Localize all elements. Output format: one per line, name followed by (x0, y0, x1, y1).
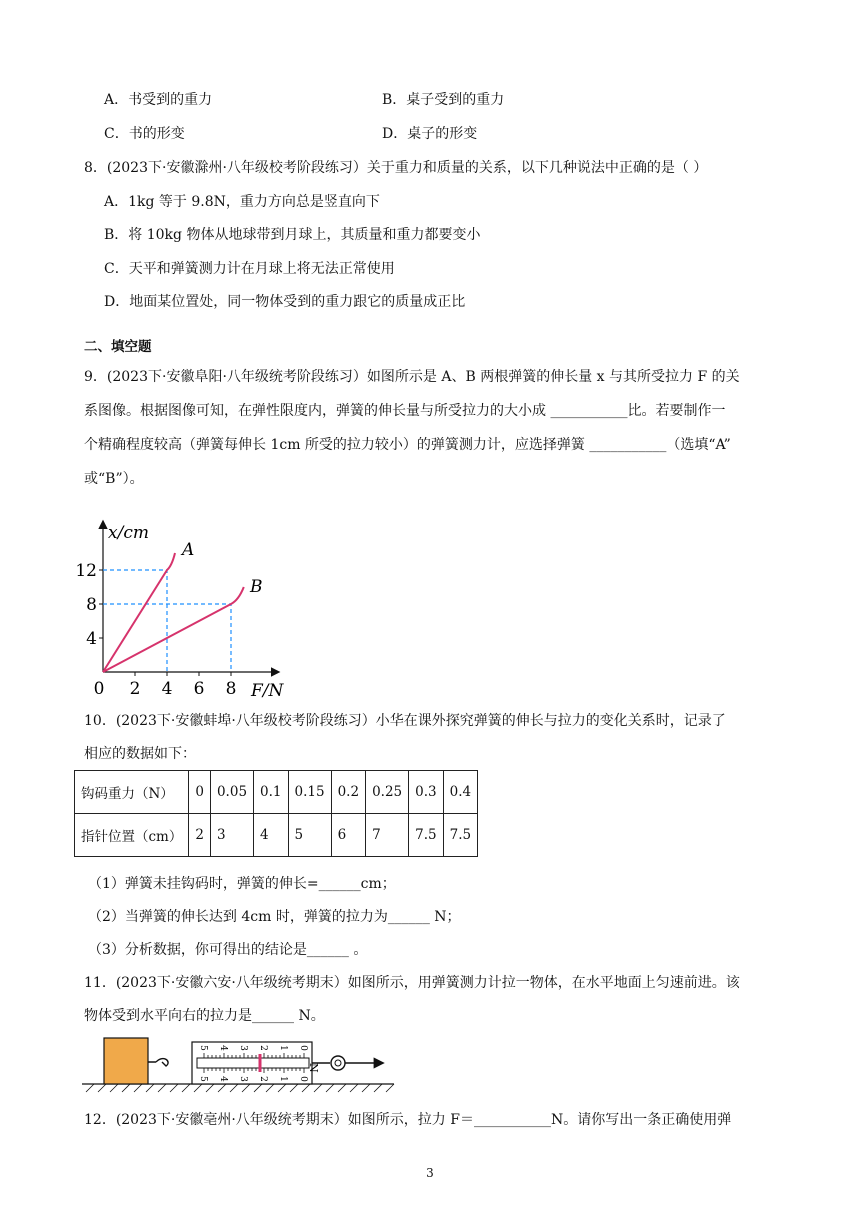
page-number: 3 (426, 1166, 434, 1180)
q8-stem: 8．(2023下·安徽滁州·八年级校考阶段练习）关于重力和质量的关系，以下几种说法中正确的是（ ） (84, 160, 708, 176)
table-row (75, 771, 478, 814)
table-cell: 7 (366, 814, 409, 857)
table-row-header: 指针位置（cm） (75, 814, 189, 857)
curve-a (103, 553, 175, 672)
ground-hatch (86, 1084, 394, 1092)
table-cell: 0.15 (288, 771, 331, 814)
object-block (104, 1038, 148, 1084)
table-cell: 0.25 (366, 771, 409, 814)
q7-option-d: D．桌子的形变 (382, 126, 478, 142)
table-cell: 0.2 (331, 771, 365, 814)
table-cell: 7.5 (409, 814, 443, 857)
q10-line-1: 10．(2023下·安徽蚌埠·八年级校考阶段练习）小华在课外探究弹簧的伸长与拉力的变化关系时，记录了 (84, 713, 726, 729)
scale-label-bottom: 3 (238, 1076, 248, 1082)
x-axis-label: F/N (251, 681, 284, 701)
q8-option-b: B．将 10kg 物体从地球带到月球上，其质量和重力都要变小 (104, 227, 481, 243)
scale-unit: N (307, 1063, 320, 1073)
spring-scale-figure (82, 1032, 394, 1094)
table-cell: 4 (254, 814, 288, 857)
y-tick-label: 12 (75, 561, 97, 581)
table-cell: 0.05 (210, 771, 253, 814)
table-cell: 2 (189, 814, 211, 857)
q9-line-4: 或“B”）。 (84, 471, 144, 487)
q7-option-c: C．书的形变 (104, 126, 185, 142)
q11-line-1: 11．(2023下·安徽六安·八年级统考期末）如图所示，用弹簧测力计拉一物体，在水平地面上匀速前进。该 (84, 975, 740, 991)
q9-line-1: 9．(2023下·安徽阜阳·八年级统考阶段练习）如图所示是 A、B 两根弹簧的伸长量 x 与其所受拉力 F 的关 (84, 369, 740, 385)
table-cell: 7.5 (443, 814, 477, 857)
x-tick-label: 2 (129, 679, 141, 699)
scale-label-top: 4 (218, 1045, 228, 1051)
scale-slot (197, 1058, 309, 1068)
q8-option-a: A．1kg 等于 9.8N，重力方向总是竖直向下 (104, 194, 380, 210)
table-cell: 5 (288, 814, 331, 857)
table-cell: 0 (189, 771, 211, 814)
scale-label-bottom: 2 (258, 1076, 268, 1082)
q7-option-a: A．书受到的重力 (104, 92, 213, 108)
q12-line-1: 12．(2023下·安徽亳州·八年级统考期末）如图所示，拉力 F＝___________N。请你写出一条正确使用弹 (84, 1112, 732, 1128)
table-cell: 6 (331, 814, 365, 857)
y-axis-label: x/cm (108, 523, 149, 543)
table-cell: 0.1 (254, 771, 288, 814)
data-table (74, 770, 478, 857)
spring-graph (75, 518, 298, 701)
table-cell: 0.4 (443, 771, 477, 814)
scale-label-bottom: 1 (278, 1076, 288, 1082)
y-tick-label: 8 (86, 595, 97, 615)
scale-hook (148, 1059, 168, 1066)
q10-sub-3: （3）分析数据，你可得出的结论是______ 。 (88, 942, 368, 958)
x-tick-label: 4 (161, 679, 173, 699)
scale-label-top: 3 (238, 1045, 248, 1051)
q9-line-3: 个精确程度较高（弹簧每伸长 1cm 所受的拉力较小）的弹簧测力计，应选择弹簧 ___________（选填“A” (84, 437, 731, 453)
q10-sub-1: （1）弹簧未挂钩码时，弹簧的伸长=______cm； (88, 876, 396, 892)
scale-label-bottom: 4 (218, 1076, 228, 1082)
q11-line-2: 物体受到水平向右的拉力是______ N。 (84, 1008, 325, 1024)
scale-label-top: 5 (198, 1045, 208, 1051)
scale-label-top: 0 (298, 1045, 308, 1051)
curve-b-label: B (250, 577, 263, 597)
scale-label-top: 2 (258, 1045, 268, 1051)
curve-b (103, 587, 244, 672)
q8-option-d: D．地面某位置处，同一物体受到的重力跟它的质量成正比 (104, 294, 466, 310)
q9-line-2: 系图像。根据图像可知，在弹性限度内，弹簧的伸长量与所受拉力的大小成 ___________比。若要制作一 (84, 403, 726, 419)
table-row-header: 钩码重力（N） (75, 771, 189, 814)
scale-label-bottom: 0 (298, 1076, 308, 1082)
section-title: 二、填空题 (84, 339, 152, 355)
scale-label-top: 1 (278, 1045, 288, 1051)
curve-a-label: A (182, 540, 195, 560)
x-tick-label: 8 (225, 679, 237, 699)
table-row (75, 814, 478, 857)
q8-option-c: C．天平和弹簧测力计在月球上将无法正常使用 (104, 261, 395, 277)
q7-option-b: B．桌子受到的重力 (382, 92, 505, 108)
x-tick-label: 6 (193, 679, 205, 699)
q10-line-2: 相应的数据如下： (84, 746, 196, 762)
table-cell: 3 (210, 814, 253, 857)
table-cell: 0.3 (409, 771, 443, 814)
y-tick-label: 4 (86, 629, 97, 649)
q10-sub-2: （2）当弹簧的伸长达到 4cm 时，弹簧的拉力为______ N； (88, 909, 461, 925)
scale-label-bottom: 5 (198, 1076, 208, 1082)
x-tick-label: 0 (93, 679, 105, 699)
